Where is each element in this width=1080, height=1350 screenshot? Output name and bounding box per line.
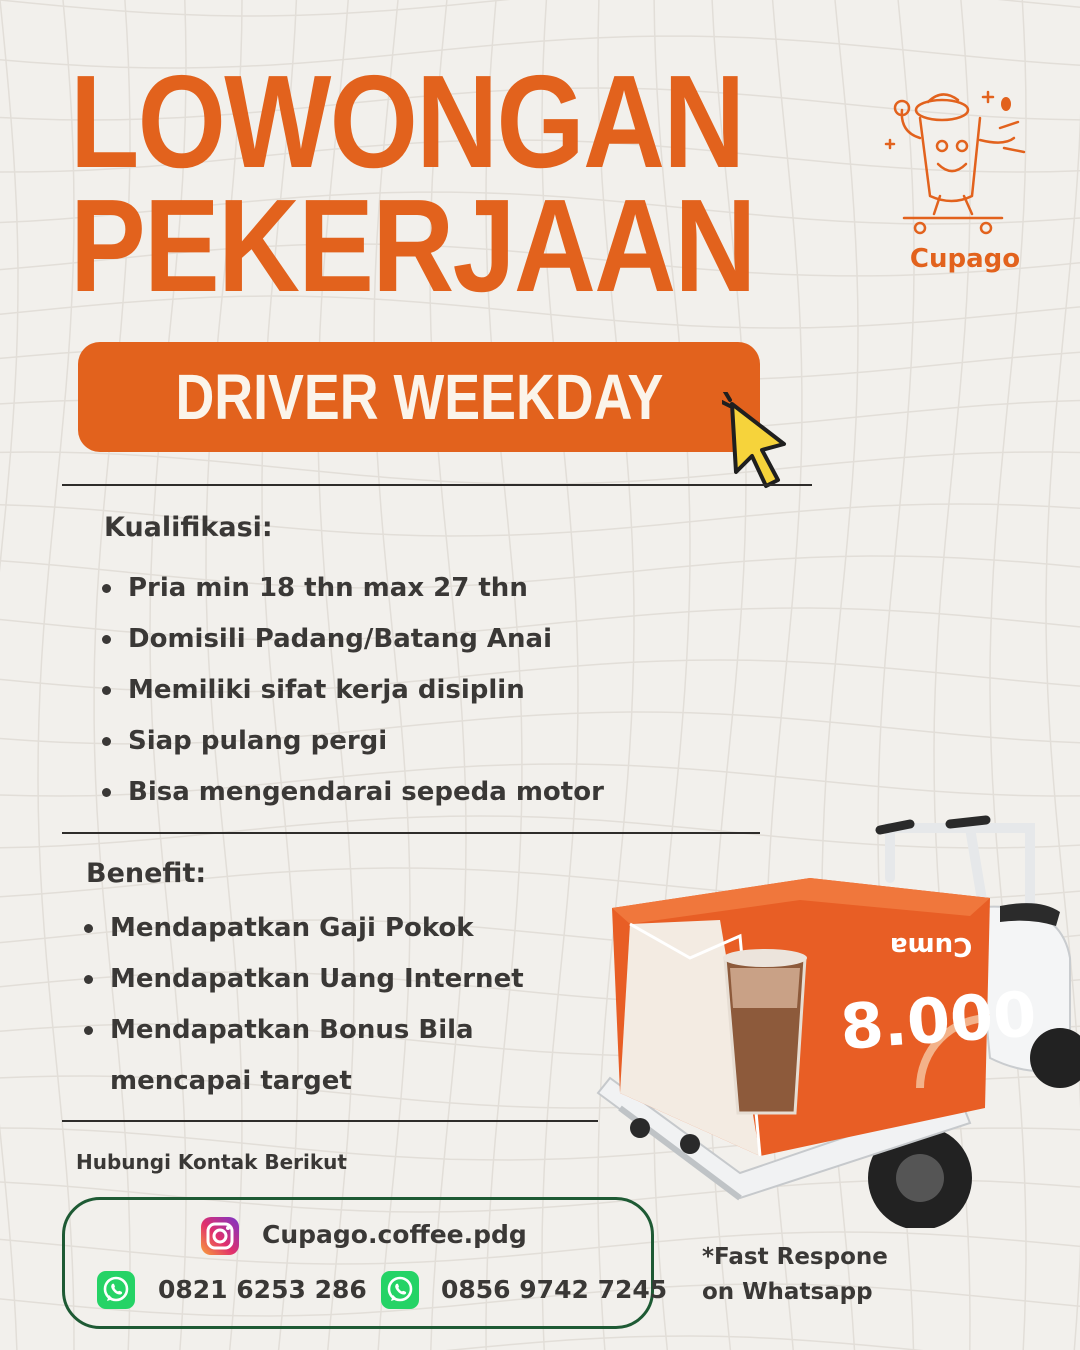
list-item: Domisili Padang/Batang Anai: [100, 614, 604, 665]
contact-heading: Hubungi Kontak Berikut: [76, 1150, 347, 1174]
brand-logo: [880, 78, 1050, 278]
whatsapp-icon[interactable]: [96, 1270, 136, 1310]
cup-mascot-skateboard-icon: [880, 78, 1050, 248]
title-line-2: PEKERJAAN: [70, 172, 755, 319]
grid-line: [38, 0, 74, 1350]
note-line: *Fast Respone: [702, 1244, 888, 1270]
fast-response-note: [702, 1240, 888, 1310]
divider: [62, 484, 812, 486]
list-item: mencapai target: [110, 1066, 352, 1096]
grid-line: [0, 1336, 1080, 1350]
position-banner: [78, 342, 760, 452]
position-label: DRIVER WEEKDAY: [175, 361, 663, 433]
title-line-1: LOWONGAN: [70, 48, 744, 195]
benefits-heading: Benefit:: [86, 858, 207, 889]
instagram-handle[interactable]: Cupago.coffee.pdg: [262, 1220, 527, 1249]
whatsapp-icon[interactable]: [380, 1270, 420, 1310]
phone-number-1[interactable]: 0821 6253 286: [158, 1275, 367, 1304]
benefits-list: [82, 903, 524, 1107]
phone-number-2[interactable]: 0856 9742 7245: [441, 1275, 668, 1304]
qualifications-heading: Kualifikasi:: [104, 512, 273, 543]
panel-text: Cuma: [890, 931, 973, 961]
list-item: Siap pulang pergi: [100, 716, 604, 767]
panel-price: 8.000: [837, 977, 1039, 1064]
list-item: Mendapatkan Gaji Pokok: [82, 903, 524, 954]
list-item: Mendapatkan Uang Internet: [82, 954, 524, 1005]
cursor-arrow-icon: [722, 392, 796, 492]
grid-line: [0, 0, 1080, 16]
list-item: Pria min 18 thn max 27 thn: [100, 563, 604, 614]
grid-line: [0, 0, 18, 1350]
brand-name: Cupago: [909, 244, 1021, 274]
divider: [62, 1120, 598, 1122]
grid-line: [0, 452, 1080, 484]
list-item: Memiliki sifat kerja disiplin: [100, 665, 604, 716]
list-item: Bisa mengendarai sepeda motor: [100, 767, 604, 818]
note-line: on Whatsapp: [702, 1279, 873, 1305]
qualifications-list: [100, 563, 604, 818]
instagram-icon[interactable]: [200, 1216, 240, 1256]
coffee-tricycle-image: [590, 808, 1080, 1228]
contact-box: [62, 1197, 654, 1329]
list-item: Mendapatkan Bonus Bila: [82, 1005, 524, 1056]
